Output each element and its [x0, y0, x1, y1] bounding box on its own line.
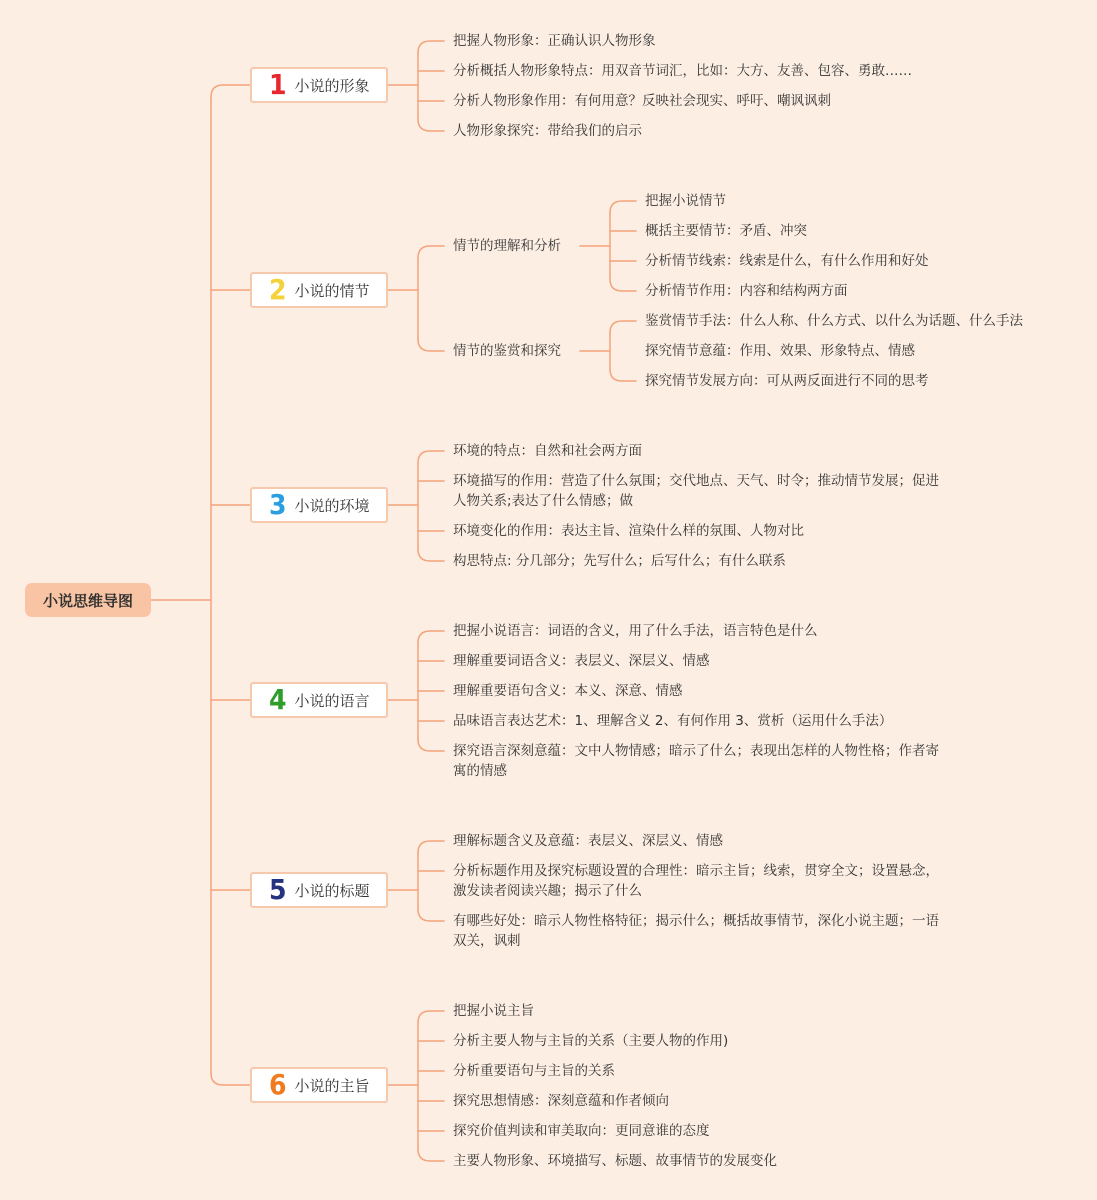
leaf-node[interactable]: 品味语言表达艺术：1、理解含义 2、有何作用 3、赏析（运用什么手法）: [453, 713, 893, 729]
branch-number: 6: [268, 1068, 287, 1101]
leaf-node[interactable]: 环境的特点：自然和社会两方面: [453, 443, 642, 459]
branch-node-theme[interactable]: [250, 1067, 388, 1103]
leaf-node[interactable]: 环境描写的作用：营造了什么氛围；交代地点、天气、时令；推动情节发展；促进人物关系;表达了什么情感；做: [453, 473, 939, 509]
branch-number: 1: [268, 68, 287, 101]
branch-number: 4: [268, 683, 287, 716]
leaf-node[interactable]: 理解重要词语含义：表层义、深层义、情感: [453, 653, 710, 669]
leaf-node[interactable]: 分析标题作用及探究标题设置的合理性：暗示主旨；线索，贯穿全文；设置悬念，激发读者阅读兴趣；揭示了什么: [453, 863, 939, 899]
branch-label: 小说的情节: [294, 281, 370, 300]
root-node[interactable]: [25, 583, 151, 617]
leaf-node[interactable]: 分析人物形象作用：有何用意？反映社会现实、呼吁、嘲讽讽刺: [453, 93, 831, 109]
root-label: 小说思维导图: [42, 591, 133, 610]
leaf-node[interactable]: 把握小说情节: [645, 193, 726, 209]
leaf-node[interactable]: 把握人物形象：正确认识人物形象: [453, 33, 656, 49]
leaf-node[interactable]: 探究语言深刻意蕴：文中人物情感；暗示了什么；表现出怎样的人物性格；作者寄寓的情感: [453, 743, 939, 779]
leaf-node[interactable]: 概括主要情节：矛盾、冲突: [645, 223, 807, 239]
leaf-node[interactable]: 把握小说语言：词语的含义，用了什么手法，语言特色是什么: [453, 623, 818, 639]
leaf-node[interactable]: 分析概括人物形象特点：用双音节词汇，比如：大方、友善、包容、勇敢……: [453, 63, 912, 79]
leaf-node[interactable]: 主要人物形象、环境描写、标题、故事情节的发展变化: [453, 1153, 777, 1169]
sub-node-plot-appreciation[interactable]: 情节的鉴赏和探究: [453, 343, 561, 359]
leaf-node[interactable]: 分析情节作用：内容和结构两方面: [645, 283, 848, 299]
branch-label: 小说的标题: [294, 881, 370, 900]
leaf-node[interactable]: 构思特点: 分几部分；先写什么；后写什么；有什么联系: [453, 553, 786, 569]
leaf-node[interactable]: 有哪些好处：暗示人物性格特征；揭示什么；概括故事情节，深化小说主题；一语双关，讽刺: [453, 913, 939, 949]
branch-node-title[interactable]: [250, 872, 388, 908]
branch-node-language[interactable]: [250, 682, 388, 718]
branch-node-environment[interactable]: [250, 487, 388, 523]
leaf-node[interactable]: 探究价值判读和审美取向：更同意谁的态度: [453, 1123, 710, 1139]
leaf-node[interactable]: 理解标题含义及意蕴：表层义、深层义、情感: [453, 833, 723, 849]
branch-label: 小说的环境: [294, 496, 370, 515]
branch-node-plot[interactable]: [250, 272, 388, 308]
leaf-node[interactable]: 分析情节线索：线索是什么，有什么作用和好处: [645, 253, 929, 269]
leaf-node[interactable]: 鉴赏情节手法：什么人称、什么方式、以什么为话题、什么手法: [645, 313, 1023, 329]
sub-node-plot-analysis[interactable]: 情节的理解和分析: [453, 238, 561, 254]
leaf-node[interactable]: 理解重要语句含义：本义、深意、情感: [453, 683, 683, 699]
branch-label: 小说的形象: [294, 76, 370, 95]
leaf-node[interactable]: 把握小说主旨: [453, 1003, 534, 1019]
leaf-node[interactable]: 环境变化的作用：表达主旨、渲染什么样的氛围、人物对比: [453, 523, 804, 539]
branch-number: 2: [268, 273, 287, 306]
leaf-node[interactable]: 探究思想情感：深刻意蕴和作者倾向: [453, 1093, 669, 1109]
branch-number: 3: [268, 488, 287, 521]
branch-label: 小说的主旨: [294, 1076, 370, 1095]
leaf-node[interactable]: 探究情节发展方向：可从两反面进行不同的思考: [645, 373, 929, 389]
leaf-node[interactable]: 探究情节意蕴：作用、效果、形象特点、情感: [645, 343, 915, 359]
leaf-node[interactable]: 分析主要人物与主旨的关系（主要人物的作用): [453, 1033, 729, 1049]
leaf-node[interactable]: 人物形象探究：带给我们的启示: [453, 123, 642, 139]
branch-label: 小说的语言: [294, 691, 370, 710]
leaf-node[interactable]: 分析重要语句与主旨的关系: [453, 1063, 615, 1079]
branch-number: 5: [268, 873, 287, 906]
branch-node-image[interactable]: [250, 67, 388, 103]
